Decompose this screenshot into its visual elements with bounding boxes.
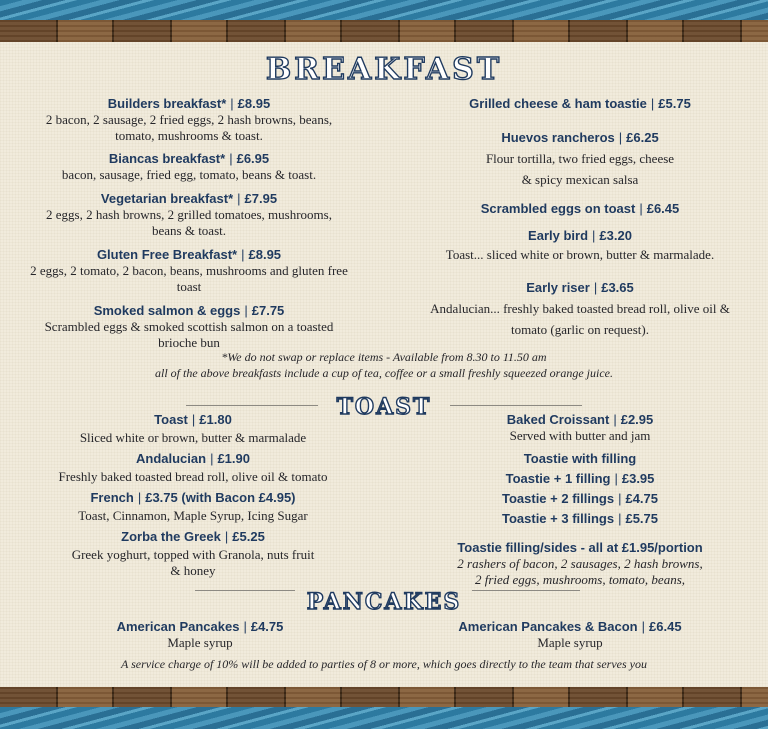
item-description: Sliced white or brown, butter & marmalade: [79, 430, 307, 445]
menu-item: Early bird | £3.20 Toast... sliced white or brown, butter & marmalade.: [418, 227, 742, 263]
item-name: Smoked salmon & eggs: [93, 303, 241, 318]
item-price: £1.80: [199, 412, 232, 427]
item-price: £3.65: [601, 280, 634, 295]
toastie-sides-title: Toastie filling/sides - all at £1.95/portion: [457, 540, 703, 555]
item-description: 2 eggs, 2 hash browns, 2 grilled tomatoes, mushrooms, beans & toast.: [46, 207, 332, 238]
item-price: £5.25: [232, 529, 265, 544]
item-description: Toast, Cinnamon, Maple Syrup, Icing Sugar: [78, 508, 308, 523]
item-price: £7.75: [251, 303, 285, 318]
item-description: Freshly baked toasted bread roll, olive oil & tomato: [58, 469, 328, 484]
item-price: £6.45: [649, 619, 682, 634]
item-price: £4.75: [250, 619, 284, 634]
item-price: £6.25: [626, 130, 659, 145]
item-price: £7.95: [244, 191, 278, 206]
item-name: Andalucian: [135, 451, 207, 466]
wood-border-bottom: [0, 687, 768, 709]
item-name: Toast: [154, 412, 188, 427]
item-description: Flour tortilla, two fried eggs, cheese & spicy mexican salsa: [485, 151, 675, 187]
wood-border-top: [0, 20, 768, 42]
item-name: Biancas breakfast*: [108, 151, 226, 166]
item-price: £8.95: [248, 247, 282, 262]
toastie-option: Toastie + 1 filling | £3.95: [505, 471, 655, 486]
toastie-sides-list: 2 fried eggs, mushrooms, tomato, beans,: [474, 572, 686, 587]
item-name: Zorba the Greek: [121, 529, 221, 544]
sea-border-bottom: [0, 707, 768, 729]
item-price: £8.95: [237, 96, 271, 111]
item-name: Gluten Free Breakfast*: [96, 247, 238, 262]
toastie-option: Toastie + 3 fillings | £5.75: [501, 511, 659, 526]
breakfast-note: *We do not swap or replace items - Available from 8.30 to 11.50 am: [221, 350, 547, 364]
menu-item: Early riser | £3.65 Andalucian... freshly baked toasted bread roll, olive oil & tomato (garlic on request).: [418, 279, 742, 340]
item-name: Baked Croissant: [506, 412, 610, 427]
toastie-sides-list: 2 rashers of bacon, 2 sausages, 2 hash browns,: [457, 556, 703, 571]
menu-item: Scrambled eggs on toast | £6.45: [480, 201, 680, 216]
item-price: £3.75 (with Bacon £4.95): [145, 490, 296, 505]
item-name: Builders breakfast*: [107, 96, 227, 111]
item-name: Early bird: [528, 228, 589, 243]
toast-heading: TOAST: [336, 394, 432, 420]
item-description: 2 bacon, 2 sausage, 2 fried eggs, 2 hash browns, beans, tomato, mushrooms & toast.: [45, 112, 333, 143]
item-name: Huevos rancheros: [501, 130, 615, 145]
item-description: Maple syrup: [167, 635, 233, 650]
menu-item: Zorba the Greek | £5.25 Greek yoghurt, topped with Granola, nuts fruit & honey: [40, 528, 346, 579]
toastie-heading: Toastie with filling: [523, 451, 637, 466]
item-price: £2.95: [620, 412, 654, 427]
item-description: 2 eggs, 2 tomato, 2 bacon, beans, mushrooms and gluten free toast: [30, 263, 348, 294]
item-name: French: [90, 490, 134, 505]
menu-item: French | £3.75 (with Bacon £4.95) Toast, Cinnamon, Maple Syrup, Icing Sugar: [40, 489, 346, 524]
pancakes-right-item: American Pancakes & Bacon | £6.45 Maple syrup: [420, 618, 720, 651]
item-name: Grilled cheese & ham toastie: [469, 96, 647, 111]
menu-item-croissant: Baked Croissant | £2.95 Served with butter and jam: [418, 411, 742, 444]
menu-item: Andalucian | £1.90 Freshly baked toasted bread roll, olive oil & tomato: [40, 450, 346, 485]
service-charge-note: A service charge of 10% will be added to parties of 8 or more, which goes directly to the team that serves you: [120, 657, 647, 671]
breakfast-heading: BREAKFAST: [265, 52, 503, 87]
item-description: Scrambled eggs & smoked scottish salmon on a toasted brioche bun: [44, 319, 334, 350]
item-description: Toast... sliced white or brown, butter & marmalade.: [445, 247, 715, 262]
item-price: £6.45: [646, 201, 680, 216]
pancakes-left-item: American Pancakes | £4.75 Maple syrup: [60, 618, 340, 651]
item-price: £6.95: [236, 151, 270, 166]
item-name: Early riser: [526, 280, 590, 295]
item-name: American Pancakes & Bacon: [458, 619, 638, 634]
menu-item: Huevos rancheros | £6.25 Flour tortilla, two fried eggs, cheese & spicy mexican salsa: [418, 129, 742, 190]
item-name: Vegetarian breakfast*: [100, 191, 234, 206]
item-description: Served with butter and jam: [509, 428, 651, 443]
toast-right-column: [418, 411, 742, 588]
breakfast-note-drinks: all of the above breakfasts include a cup of tea, coffee or a small freshly squeezed orange juice.: [154, 366, 613, 380]
item-description: bacon, sausage, fried egg, tomato, beans & toast.: [61, 167, 317, 182]
item-name: American Pancakes: [116, 619, 240, 634]
breakfast-right-column: [418, 95, 742, 340]
menu-item: Toast | £1.80 Sliced white or brown, butter & marmalade: [40, 411, 346, 446]
menu-item: Biancas breakfast* | £6.95 bacon, sausage, fried egg, tomato, beans & toast.: [30, 150, 348, 183]
menu-item: Builders breakfast* | £8.95 2 bacon, 2 sausage, 2 fried eggs, 2 hash browns, beans, tomato, mushrooms & toast.: [30, 95, 348, 144]
sea-border-top: [0, 0, 768, 22]
item-price: £3.20: [599, 228, 632, 243]
item-name: Scrambled eggs on toast: [480, 201, 636, 216]
toast-left-column: [40, 411, 346, 579]
item-price: £1.90: [217, 451, 250, 466]
menu-item: Gluten Free Breakfast* | £8.95 2 eggs, 2 tomato, 2 bacon, beans, mushrooms and gluten free toast: [30, 247, 348, 294]
item-description: Greek yoghurt, topped with Granola, nuts fruit & honey: [71, 547, 315, 578]
menu-item: Smoked salmon & eggs | £7.75 Scrambled eggs & smoked scottish salmon on a toasted brioche bun: [30, 302, 348, 351]
menu-item: Grilled cheese & ham toastie | £5.75: [469, 96, 691, 111]
item-description: Maple syrup: [537, 635, 603, 650]
breakfast-left-column: [30, 95, 348, 351]
item-description: Andalucian... freshly baked toasted bread roll, olive oil & tomato (garlic on request).: [430, 301, 730, 337]
menu-item: Vegetarian breakfast* | £7.95 2 eggs, 2 hash browns, 2 grilled tomatoes, mushrooms, beans & toast.: [30, 190, 348, 239]
item-price: £5.75: [658, 96, 691, 111]
pancakes-heading: PANCAKES: [306, 589, 462, 615]
toastie-option: Toastie + 2 fillings | £4.75: [501, 491, 659, 506]
